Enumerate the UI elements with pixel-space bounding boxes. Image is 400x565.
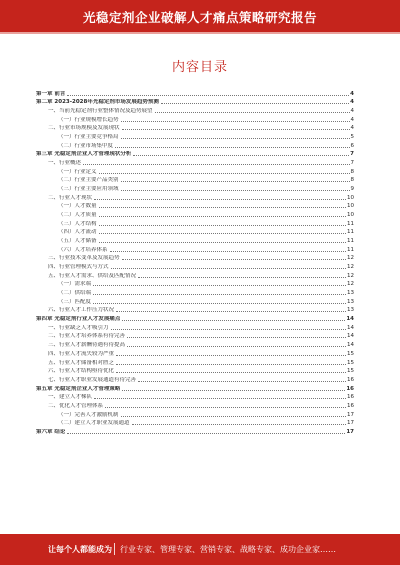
- toc-entry-title: 第六章 结论: [36, 428, 66, 435]
- toc-entry-title: （四）人才流动: [58, 229, 97, 236]
- toc-entry-title: （一）完善人才激励机制: [58, 411, 119, 418]
- toc-entry[interactable]: [36, 374, 354, 383]
- toc-leader-dots: [132, 424, 346, 425]
- toc-entry[interactable]: [36, 114, 354, 123]
- toc-page-number: 4: [350, 90, 354, 97]
- toc-page-number: 8: [350, 168, 354, 175]
- toc-entry[interactable]: [36, 140, 354, 149]
- toc-leader-dots: [67, 95, 349, 96]
- toc-entry-title: （一）行业主要竞争格局: [58, 134, 119, 141]
- toc-leader-dots: [110, 251, 346, 252]
- toc-page-number: 11: [347, 246, 354, 253]
- toc-page-number: 13: [347, 298, 354, 305]
- toc-entry[interactable]: [36, 357, 354, 366]
- toc-leader-dots: [99, 216, 346, 217]
- toc-entry-title: 二、行业人才培养体系有待完善: [48, 333, 126, 340]
- toc-entry[interactable]: [36, 392, 354, 401]
- toc-entry[interactable]: [36, 97, 354, 106]
- toc-entry-title: 一、行业概述: [48, 160, 82, 167]
- toc-entry[interactable]: [36, 331, 354, 340]
- toc-page-number: 14: [346, 316, 354, 323]
- toc-page-number: 4: [350, 99, 354, 106]
- toc-leader-dots: [161, 103, 349, 104]
- toc-entry-title: 六、行业人才工作压力状况: [48, 307, 115, 314]
- toc-entry-title: （二）人才质量: [58, 212, 97, 219]
- toc-page-number: 10: [347, 194, 354, 201]
- toc-page-number: 14: [347, 333, 354, 340]
- toc-entry-title: 三、行业技术变革及发展趋势: [48, 255, 120, 262]
- toc-page-number: 17: [347, 411, 354, 418]
- page-header: [0, 0, 400, 32]
- toc-leader-dots: [122, 129, 350, 130]
- toc-entry[interactable]: [36, 166, 354, 175]
- toc-entry[interactable]: [36, 244, 354, 253]
- toc-page-number: 4: [350, 125, 354, 132]
- toc-leader-dots: [105, 407, 346, 408]
- toc-leader-dots: [121, 190, 350, 191]
- toc-entry-title: 四、行业管理模式与方式: [48, 264, 109, 271]
- toc-entry-title: （六）人才培养体系: [58, 246, 108, 253]
- toc-entry[interactable]: [36, 418, 354, 427]
- toc-entry-title: 三、行业人才薪酬待遇有待提高: [48, 342, 126, 349]
- toc-entry[interactable]: [36, 157, 354, 166]
- toc-entry-title: 第三章 光稳定剂企业人才管理现状分析: [36, 151, 132, 158]
- toc-entry-title: 一、当前光稳定剂行业整体情况及趋势展望: [48, 108, 153, 115]
- toc-leader-dots: [122, 390, 345, 391]
- toc-leader-dots: [93, 303, 346, 304]
- toc-entry-title: （二）供给端: [58, 290, 92, 297]
- toc-leader-dots: [93, 285, 346, 286]
- table-of-contents: [36, 88, 354, 435]
- toc-leader-dots: [116, 311, 346, 312]
- toc-entry[interactable]: [36, 105, 354, 114]
- toc-entry[interactable]: [36, 227, 354, 236]
- toc-page-number: 16: [347, 394, 354, 401]
- toc-entry-title: 第二章 2023-2028年光稳定剂市场发展趋势预测: [36, 99, 159, 106]
- toc-page-number: 6: [350, 142, 354, 149]
- toc-page-number: 13: [347, 290, 354, 297]
- toc-entry-title: 六、行业人才结构亟待优化: [48, 368, 115, 375]
- toc-leader-dots: [99, 173, 350, 174]
- toc-entry-title: 二、行业人才现状: [48, 194, 93, 201]
- toc-page-number: 4: [350, 108, 354, 115]
- toc-page-number: 8: [350, 177, 354, 184]
- toc-page-number: 9: [350, 186, 354, 193]
- toc-leader-dots: [99, 242, 346, 243]
- toc-entry[interactable]: [36, 131, 354, 140]
- toc-page-number: 10: [347, 212, 354, 219]
- toc-page-number: 16: [346, 385, 354, 392]
- toc-entry[interactable]: [36, 192, 354, 201]
- toc-entry-title: （五）人才储备: [58, 238, 97, 245]
- header-divider: [0, 32, 400, 34]
- toc-entry[interactable]: [36, 296, 354, 305]
- toc-entry[interactable]: [36, 218, 354, 227]
- toc-entry[interactable]: [36, 426, 354, 435]
- toc-entry-title: （一）人才数量: [58, 203, 97, 210]
- toc-entry[interactable]: [36, 409, 354, 418]
- toc-entry[interactable]: [36, 253, 354, 262]
- toc-page-number: 17: [346, 428, 354, 435]
- toc-entry-title: 一、建立人才梯队: [48, 394, 93, 401]
- toc-leader-dots: [116, 372, 346, 373]
- toc-entry[interactable]: [36, 383, 354, 392]
- toc-page-number: 4: [350, 116, 354, 123]
- toc-leader-dots: [93, 294, 346, 295]
- toc-leader-dots: [111, 329, 346, 330]
- toc-page-number: 7: [350, 160, 354, 167]
- toc-entry[interactable]: [36, 287, 354, 296]
- toc-page-number: 16: [347, 376, 354, 383]
- toc-entry[interactable]: [36, 149, 354, 158]
- toc-leader-dots: [127, 346, 346, 347]
- toc-entry[interactable]: [36, 348, 354, 357]
- toc-entry-title: （三）人才结构: [58, 220, 97, 227]
- toc-page-number: 12: [347, 272, 354, 279]
- toc-leader-dots: [99, 207, 346, 208]
- toc-leader-dots: [99, 233, 346, 234]
- toc-entry[interactable]: [36, 313, 354, 322]
- toc-leader-dots: [115, 147, 349, 148]
- toc-entry[interactable]: [36, 366, 354, 375]
- footer-slogan: 让每个人都能成为: [48, 545, 112, 554]
- toc-entry-title: （三）行业主要应用领域: [58, 186, 119, 193]
- toc-page-number: 14: [347, 324, 354, 331]
- toc-entry[interactable]: [36, 183, 354, 192]
- toc-leader-dots: [122, 320, 345, 321]
- toc-entry[interactable]: [36, 209, 354, 218]
- toc-entry-title: 五、行业人才储备相对匮乏: [48, 359, 115, 366]
- toc-page-number: 15: [347, 368, 354, 375]
- toc-entry-title: （三）匹配度: [58, 298, 92, 305]
- toc-entry-title: 二、优化人才管理体系: [48, 402, 104, 409]
- toc-entry[interactable]: [36, 201, 354, 210]
- toc-entry-title: 第四章 光稳定剂行业人才发展痛点: [36, 316, 121, 323]
- toc-leader-dots: [94, 199, 346, 200]
- toc-leader-dots: [94, 398, 346, 399]
- toc-leader-dots: [116, 355, 346, 356]
- toc-leader-dots: [138, 277, 346, 278]
- toc-entry[interactable]: [36, 270, 354, 279]
- toc-leader-dots: [121, 181, 350, 182]
- toc-leader-dots: [111, 268, 346, 269]
- page-footer: [0, 534, 400, 565]
- toc-entry[interactable]: [36, 279, 354, 288]
- toc-entry[interactable]: [36, 88, 354, 97]
- toc-leader-dots: [116, 364, 346, 365]
- toc-page-number: 11: [347, 238, 354, 245]
- toc-leader-dots: [83, 164, 349, 165]
- toc-entry-title: 第一章 前言: [36, 90, 66, 97]
- toc-page-number: 14: [347, 342, 354, 349]
- toc-entry-title: 二、行业市场规模及发展现状: [48, 125, 120, 132]
- footer-roles: 行业专家、管理专家、营销专家、战略专家、成功企业家……: [120, 545, 336, 554]
- toc-entry-title: （二）行业市场集中度: [58, 142, 114, 149]
- toc-entry-title: （二）建立人才职业发展通道: [58, 420, 130, 427]
- toc-entry-title: 四、行业人才流失较为严重: [48, 350, 115, 357]
- toc-page-number: 17: [347, 420, 354, 427]
- toc-entry-title: （二）行业主要产品类别: [58, 177, 119, 184]
- toc-entry[interactable]: [36, 305, 354, 314]
- toc-entry-title: 第五章 光稳定剂企业人才管理策略: [36, 385, 121, 392]
- toc-leader-dots: [121, 121, 350, 122]
- toc-entry-title: （一）行业规模增长趋势: [58, 116, 119, 123]
- toc-leader-dots: [99, 225, 346, 226]
- toc-page-number: 10: [347, 203, 354, 210]
- toc-entry-title: 五、行业人才需求、供给及匹配情况: [48, 272, 137, 279]
- toc-heading: 内容目录: [171, 60, 228, 75]
- toc-entry[interactable]: [36, 175, 354, 184]
- toc-leader-dots: [121, 138, 350, 139]
- toc-entry-title: （一）需求端: [58, 281, 92, 288]
- toc-leader-dots: [155, 112, 350, 113]
- toc-entry[interactable]: [36, 261, 354, 270]
- toc-entry-title: （一）行业定义: [58, 168, 97, 175]
- toc-entry[interactable]: [36, 235, 354, 244]
- toc-page-number: 12: [347, 264, 354, 271]
- toc-leader-dots: [127, 337, 346, 338]
- toc-leader-dots: [67, 433, 345, 434]
- toc-page-number: 15: [347, 350, 354, 357]
- toc-page-number: 12: [347, 281, 354, 288]
- toc-leader-dots: [133, 155, 349, 156]
- toc-page-number: 12: [347, 255, 354, 262]
- toc-page-number: 15: [347, 359, 354, 366]
- toc-entry[interactable]: [36, 123, 354, 132]
- toc-entry[interactable]: [36, 339, 354, 348]
- toc-page-number: 13: [347, 307, 354, 314]
- toc-entry-title: 一、行业缺乏人才吸引力: [48, 324, 109, 331]
- toc-entry[interactable]: [36, 400, 354, 409]
- toc-page-number: 16: [347, 402, 354, 409]
- toc-entry-title: 七、行业人才职业发展通道有待完善: [48, 376, 137, 383]
- toc-page-number: 11: [347, 220, 354, 227]
- report-title: 光稳定剂企业破解人才痛点策略研究报告: [82, 10, 317, 25]
- toc-page-number: 7: [350, 151, 354, 158]
- toc-leader-dots: [121, 416, 346, 417]
- footer-divider: [114, 543, 115, 555]
- toc-leader-dots: [138, 381, 346, 382]
- toc-page-number: 11: [347, 229, 354, 236]
- toc-page-number: 5: [350, 134, 354, 141]
- toc-leader-dots: [122, 259, 346, 260]
- toc-entry[interactable]: [36, 322, 354, 331]
